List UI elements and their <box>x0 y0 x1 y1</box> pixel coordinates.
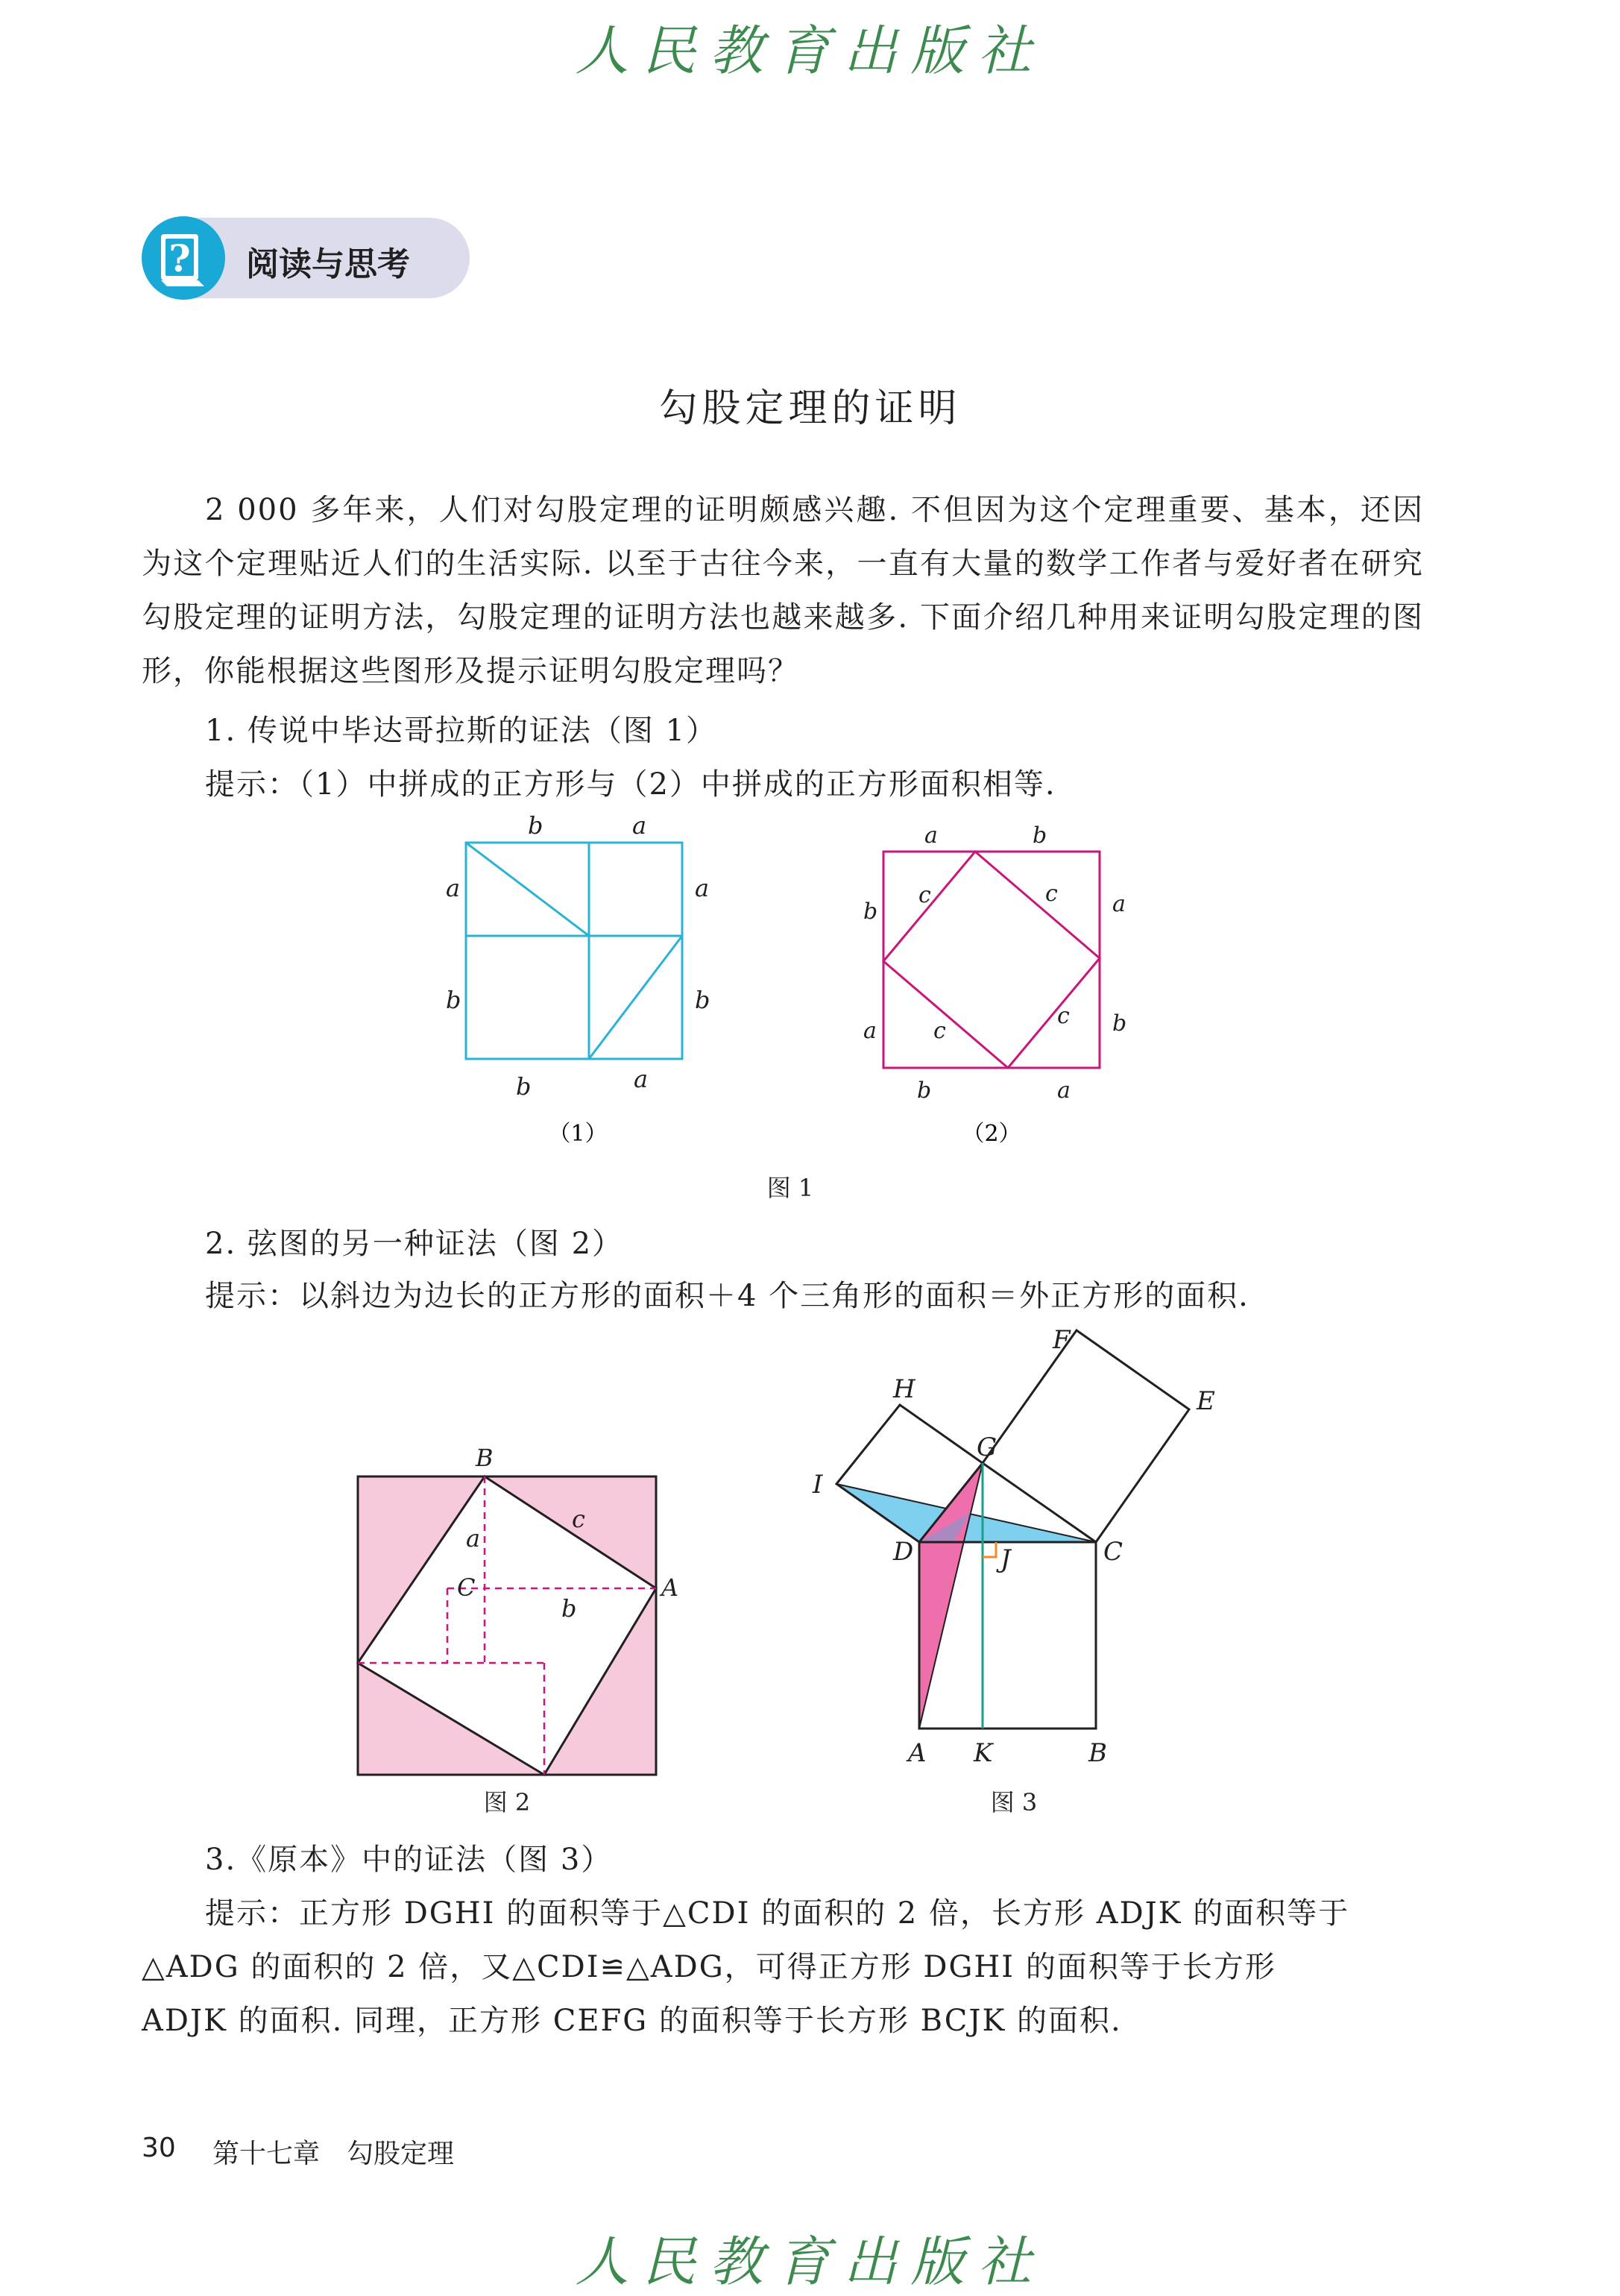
label-a-top: a <box>924 823 938 849</box>
label-c-4: c <box>1057 1003 1070 1029</box>
section-label: 阅读与思考 <box>246 245 410 283</box>
inner-square <box>883 852 1100 1068</box>
label-b-right: b <box>1112 1010 1127 1037</box>
item2-heading: 2. 弦图的另一种证法（图 2） <box>205 1227 624 1261</box>
item3-heading: 3.《原本》中的证法（图 3） <box>205 1843 613 1877</box>
label-E: E <box>1197 1386 1215 1416</box>
item3-hint-line3: ADJK 的面积. 同理，正方形 CEFG 的面积等于长方形 BCJK 的面积. <box>142 2004 1122 2038</box>
label-b-left: b <box>863 899 878 925</box>
outer-square <box>466 843 682 1059</box>
diagonal-bottom-right <box>589 936 682 1059</box>
label-G: G <box>977 1432 997 1462</box>
label-C: C <box>1103 1537 1123 1567</box>
figure-1-part-2 <box>850 813 1141 1147</box>
right-angle-mark <box>983 1542 996 1557</box>
item2-hint: 提示：以斜边为边长的正方形的面积＋4 个三角形的面积＝外正方形的面积. <box>205 1279 1249 1313</box>
label-b-left: b <box>446 986 461 1014</box>
label-a-top: a <box>632 811 647 840</box>
outer-square <box>883 852 1100 1068</box>
label-a: a <box>466 1524 481 1553</box>
svg-text:?: ? <box>168 236 191 280</box>
label-B: B <box>1088 1738 1107 1768</box>
page-title: 勾股定理的证明 <box>658 386 962 431</box>
fig2-caption: 图 2 <box>483 1788 531 1817</box>
label-c-2: c <box>1045 881 1058 907</box>
label-a-bottom: a <box>634 1065 649 1093</box>
label-A: A <box>661 1573 679 1602</box>
label-H: H <box>893 1374 915 1404</box>
label-a-bottom: a <box>1057 1078 1071 1104</box>
fig1-caption: 图 1 <box>766 1174 814 1202</box>
fig1-sub1-caption: （1） <box>548 1121 608 1147</box>
label-c-3: c <box>933 1018 946 1044</box>
publisher-logo-top: 人民教育出版社 <box>575 19 1045 82</box>
figure-1-part-1 <box>432 811 716 1147</box>
fig1-sub2-caption: （2） <box>962 1121 1021 1147</box>
label-b-top: b <box>1033 823 1047 849</box>
square-CEFG <box>983 1330 1189 1542</box>
label-D: D <box>893 1537 914 1567</box>
diagonal-top-left <box>466 843 589 936</box>
item3-hint-line2: △ADG 的面积的 2 倍，又△CDI≌△ADG，可得正方形 DGHI 的面积等于长方形 <box>142 1950 1276 1984</box>
figure-2 <box>339 1417 690 1775</box>
publisher-logo-bottom: 人民教育出版社 <box>575 2230 1045 2293</box>
label-b: b <box>561 1594 577 1623</box>
label-a-left: a <box>863 1018 877 1044</box>
question-book-icon <box>139 213 228 303</box>
fig3-caption: 图 3 <box>990 1788 1038 1817</box>
label-a-right: a <box>1112 891 1126 917</box>
figure-3 <box>790 1320 1223 1767</box>
label-b-bottom: b <box>917 1078 932 1104</box>
label-a-right: a <box>695 874 710 902</box>
label-c: c <box>572 1505 585 1533</box>
intro-paragraph: 2 000 多年来，人们对勾股定理的证明颇感兴趣. 不但因为这个定理重要、基本，还因为这个定理贴近人们的生活实际. 以至于古往今来，一直有大量的数学工作者与爱好者在研究勾股定理的证明方法，勾股定理的证明方法也越来越多. 下面介绍几种用来证明勾股定理的图形，你能根据这些图形及提示证明勾股定理吗？ <box>142 493 1424 688</box>
label-A: A <box>908 1738 927 1768</box>
label-a-left: a <box>446 874 461 902</box>
label-F: F <box>1053 1325 1071 1355</box>
item3-hint-line1: 提示：正方形 DGHI 的面积等于△CDI 的面积的 2 倍，长方形 ADJK 的面积等于 <box>205 1896 1350 1931</box>
label-b-top: b <box>528 811 543 840</box>
item1-hint: 提示：（1）中拼成的正方形与（2）中拼成的正方形面积相等. <box>205 767 1056 802</box>
page-number: 30 <box>142 2133 176 2163</box>
item1-heading: 1. 传说中毕达哥拉斯的证法（图 1） <box>205 714 718 748</box>
label-b-bottom: b <box>516 1072 532 1101</box>
label-c-1: c <box>918 882 931 908</box>
label-K: K <box>974 1738 993 1768</box>
label-J: J <box>1000 1544 1011 1574</box>
label-b-right: b <box>695 986 710 1014</box>
chapter-title: 第十七章 勾股定理 <box>212 2139 455 2169</box>
label-C: C <box>457 1573 476 1602</box>
label-B: B <box>476 1444 494 1472</box>
label-I: I <box>813 1470 823 1500</box>
